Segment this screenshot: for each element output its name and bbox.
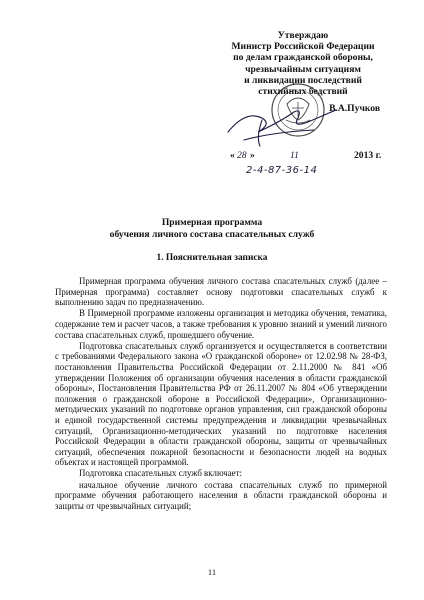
document-body <box>55 276 387 512</box>
document-title <box>0 217 424 240</box>
paragraph: начальное обучение личного состава спасательных служб по примерной программе обучения работающего населения в области гражданской обороны и защиты от чрезвычайных ситуаций; <box>55 479 387 511</box>
approval-line: Утверждаю <box>277 30 329 41</box>
date-year: 2013 г. <box>354 150 382 161</box>
approval-line: чрезвычайным ситуациям <box>245 63 361 75</box>
date-open-quote: « <box>230 150 235 161</box>
date-day: 28 <box>237 150 247 161</box>
approval-block <box>218 30 388 114</box>
approval-line: по делам гражданской обороны, <box>233 52 373 64</box>
registration-number: 2-4-87-36-14 <box>246 165 318 176</box>
title-line: Примерная программа <box>161 217 263 228</box>
paragraph: Подготовка спасательных служб включает: <box>79 468 242 479</box>
handwritten-signature-icon <box>228 110 336 146</box>
approval-date <box>228 150 388 162</box>
date-month: 11 <box>290 150 299 161</box>
page-number: 11 <box>207 567 217 577</box>
section-heading: 1. Пояснительная записка <box>156 253 268 263</box>
title-line: обучения личного состава спасательных служб <box>109 228 315 240</box>
signatory-name: В.А.Пучков <box>329 103 380 115</box>
paragraph: В Примерной программе изложены организация и методика обучения, тематика, содержание тем и расчет часов, а также требования к уровню знаний и умений личного состава спасательных служб, прошедшего обучение. <box>55 308 387 340</box>
date-close-quote: » <box>250 150 255 161</box>
approval-line: и ликвидации последствий <box>244 74 362 86</box>
paragraph: Подготовка спасательных служб организуется и осуществляется в соответствии с требованиями Федерального закона «О гражданской обороне» от 12.02.98 № 28-ФЗ, постановления Правительства Российской Федерации от 2.11.2000 № 841 «Об утверждении Положения об организации обучения населения в области гражданской обороны», Постановления Правительства РФ от 26.11.2007 № 804 «Об утверждении положения о гражданской обороне в Российской Федерации», Организационно-методических указаний по подготовке органов управления, сил гражданской обороны и единой государственной системы предупреждения и ликвидации чрезвычайных ситуаций, Организационно-методических указаний по подготовке населения Российской Федерации в области гражданской обороны, защиты от чрезвычайных ситуаций, обеспечения пожарной безопасности и безопасности людей на водных объектах и настоящей программой. <box>55 340 387 468</box>
paragraph: Примерная программа обучения личного состава спасательных служб (далее – Примерная программа) составляет основу подготовки спасательных служб к выполнению задач по предназначению. <box>55 276 387 308</box>
approval-line: Министр Российской Федерации <box>231 41 375 53</box>
approval-line: стихийных бедствий <box>258 86 348 98</box>
